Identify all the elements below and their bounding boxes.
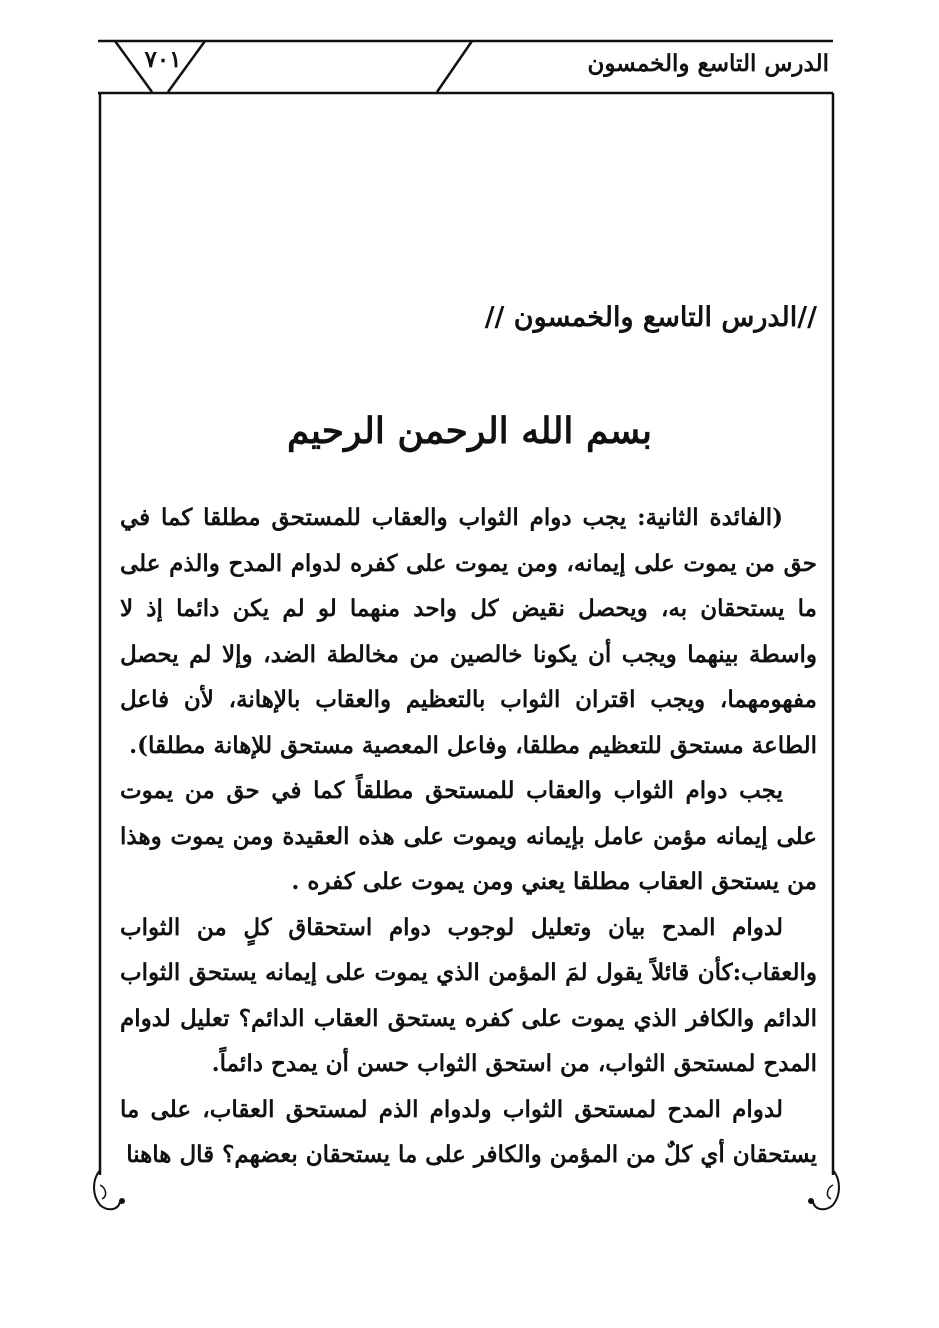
basmala: بسم الله الرحمن الرحيم <box>286 410 653 452</box>
paragraph: يجب دوام الثواب والعقاب للمستحق مطلقاً كما في حق من يموت على إيمانه مؤمن عامل بإيمانه ويموت على هذه العقيدة ومن يموت وهذا من يستحق العقاب مطلقا يعني ومن يموت على كفره . <box>120 777 817 895</box>
paragraph: لدوام المدح لمستحق الثواب ولدوام الذم لمستحق العقاب، على ما يستحقان أي كلٌ من المؤمن والكافر على ما يستحقان بعضهم؟ قال هاهنا <box>120 1095 817 1168</box>
paragraph: (الفائدة الثانية: يجب دوام الثواب والعقاب للمستحق مطلقا كما في حق من يموت على إيمانه، ومن يموت على كفره لدوام المدح والذم على ما يستحقان به، ويحصل نقيض كل واحد منهما لو لم يكن دائما إذ لا واسطة بينهما ويجب أن يكونا خالصين من مخالطة الضد، وإلا لم يحصل مفهومهما، ويجب اقتران الثواب بالتعظيم والعقاب بالإهانة، لأن فاعل الطاعة مستحق للتعظيم مطلقا، وفاعل المعصية مستحق للإهانة مطلقا). <box>120 504 817 759</box>
lesson-title: //الدرس التاسع والخمسون // <box>484 302 817 333</box>
page-number: ٧٠١ <box>144 46 182 73</box>
body-text <box>120 495 817 1178</box>
running-title: الدرس التاسع والخمسون <box>587 50 829 77</box>
paragraph: لدوام المدح بيان وتعليل لوجوب دوام استحقاق كلٍ من الثواب والعقاب:كأن قائلاً يقول لمَ المؤمن الذي يموت على إيمانه يستحق الثواب الدائم والكافر الذي يموت على كفره يستحق العقاب الدائم؟ تعليل لدوام المدح لمستحق الثواب، من استحق الثواب حسن أن يمدح دائماً. <box>120 913 817 1077</box>
